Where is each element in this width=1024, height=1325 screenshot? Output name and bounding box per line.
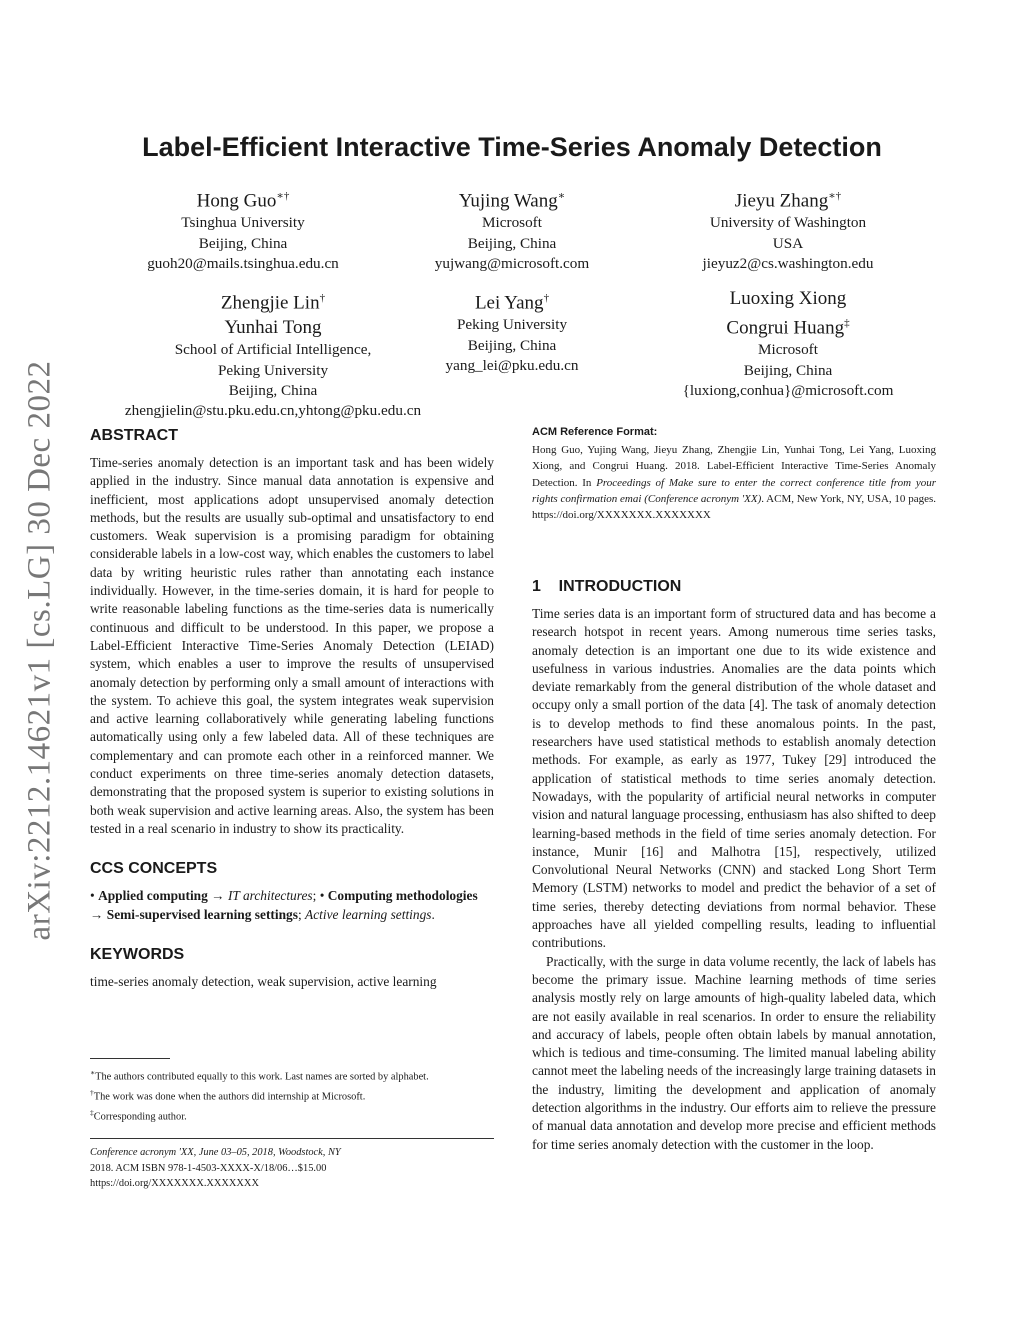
location: Beijing, China xyxy=(467,234,557,252)
keywords-text: time-series anomaly detection, weak supervision, active learning xyxy=(90,973,437,989)
introduction-heading: 1 INTRODUCTION xyxy=(532,578,682,595)
author-name: Jieyu Zhang∗† xyxy=(734,190,842,212)
email[interactable]: yujwang@microsoft.com xyxy=(434,254,590,272)
acm-reference-heading: ACM Reference Format: xyxy=(532,426,658,438)
left-column xyxy=(90,426,494,991)
ccs-text: • Applied computing → IT architectures; • Computing methodologies → Semi-supervised learning settings; Active learning settings. xyxy=(90,888,478,922)
affiliation: Peking University xyxy=(456,316,568,334)
footnote: ‡Corresponding author. xyxy=(90,1107,187,1123)
author-name: Yujing Wang∗ xyxy=(458,190,566,212)
conference-line: Conference acronym 'XX, June 03–05, 2018, Woodstock, NY xyxy=(90,1147,341,1158)
footnotes xyxy=(90,1058,494,1125)
author-name: Lei Yang† xyxy=(474,292,550,314)
location: Beijing, China xyxy=(228,381,318,399)
author-block-wang xyxy=(392,184,632,274)
author-name: Luoxing Xiong xyxy=(729,288,847,309)
author-block-yang xyxy=(412,286,612,376)
affiliation: University of Washington xyxy=(709,214,867,232)
introduction-paragraph: Time series data is an important form of structured data and has become a research hotspot in recent years. Among numerous time series tasks, anomaly detection is an important one due to its wide existence and usefulness in various industries. Anomalies are the data points which deviate remarkably from the general distribution of the whole dataset and occupy only a small portion of the data [4]. The task of anomaly detection is to develop methods to find these anomalous points. In the past, researchers have used statistical methods to establish anomaly detection methods. For example, as early as 1977, Tukey [29] introduced the application of statistical methods to time series anomaly detection. Nowadays, with the popularity of artificial neural networks in computer vision and natural language processing, enthusiasm has also shifted to deep learning-based methods in the field of time series anomaly detection. For instance, Munir [16] and Malhotra [15], respectively, utilized Convolutional Neural Networks (CNN) and stacked Long Short Term Memory (LSTM) networks to model and predict the behavior of a set of time series, thereby detecting deviations from normal behavior. These approaches have all yielded compelling results, leading to influential contributions. xyxy=(532,606,936,951)
ccs-heading: CCS CONCEPTS xyxy=(90,860,218,878)
email[interactable]: yang_lei@pku.edu.cn xyxy=(445,356,579,374)
paper-title: Label-Efficient Interactive Time-Series Anomaly Detection xyxy=(142,132,882,162)
acm-reference-text: Hong Guo, Yujing Wang, Jieyu Zhang, Zhengjie Lin, Yunhai Tong, Lei Yang, Luoxing Xiong, and Congrui Huang. 2018. Label-Efficient Interactive Time-Series Anomaly Detection. In Proceedings of Make sure to enter the correct conference title from your rights confirmation emai (Conference acronym 'XX). ACM, New York, NY, USA, 10 pages. https://doi.org/XXXXXXX.XXXXXXX xyxy=(532,444,936,522)
right-column xyxy=(532,426,936,523)
abstract-text: Time-series anomaly detection is an important task and has been widely applied in the industry. Since manual data annotation is expensive and inefficient, most applications adopt unsupervised anomaly detection methods, but the results are usually sub-optimal and unsatisfactory to end customers. Weak supervision is a promising paradigm for obtaining considerable labels in a low-cost way, which enables the customers to label data by writing heuristic rules rather than annotating each instance individually. However, in the time-series domain, it is hard for people to write reasonable labeling functions as the time-series data is numerically continuous and difficult to be understood. In this paper, we propose a Label-Efficient Interactive Time-Series Anomaly Detection (LEIAD) system, which enables a user to improve the results of unsupervised anomaly detection by performing only a small amount of interactions with the system. To achieve this goal, the system integrates weak supervision and active learning collaboratively while generating labeling functions automatically using only a few labeled data. All of these techniques are complementary and can promote each other in a reinforced manner. We conduct experiments on three time-series anomaly detection datasets, demonstrating that the proposed system is superior to existing solutions in both weak supervision and active learning areas. Also, the system has been tested in a real scenario in industry to show its practicality. xyxy=(90,455,494,836)
introduction-section xyxy=(532,577,936,1154)
affiliation: Microsoft xyxy=(482,214,542,232)
author-block-zhang xyxy=(668,184,908,274)
location: USA xyxy=(772,234,804,252)
affiliation: School of Artificial Intelligence, xyxy=(174,341,372,359)
email[interactable]: zhengjielin@stu.pku.edu.cn,yhtong@pku.edu.cn xyxy=(124,401,422,419)
author-block-guo xyxy=(118,184,368,274)
location: Beijing, China xyxy=(198,234,288,252)
email[interactable]: guoh20@mails.tsinghua.edu.cn xyxy=(147,254,339,272)
doi-line[interactable]: https://doi.org/XXXXXXX.XXXXXXX xyxy=(90,1178,259,1189)
email[interactable]: jieyuz2@cs.washington.edu xyxy=(702,254,874,272)
author-name: Congrui Huang‡ xyxy=(726,317,850,339)
author-name: Yunhai Tong xyxy=(224,317,322,339)
footnote-rule xyxy=(90,1058,170,1059)
introduction-paragraph: Practically, with the surge in data volume recently, the lack of labels has become the primary issue. Machine learning methods of time series analysis mostly rely on large amounts of high-quality labeled data, which are not easily available in real scenarios. In order to ensure the reliability and accuracy of labels, people often obtain labels by manual annotation, which is tedious and time-consuming. The limited manual labeling ability cannot meet the labeling needs of the increasingly large training datasets in the industry, limiting the development and application of anomaly detection algorithms in the industry. Our efforts aim to relieve the pressure of manual data annotation and develop more precise and efficient methods for time series anomaly detection with the customer in the loop. xyxy=(532,953,936,1152)
conference-rule xyxy=(90,1138,494,1139)
arxiv-stamp-text: arXiv:2212.14621v1 [cs.LG] 30 Dec 2022 xyxy=(21,360,58,940)
author-name: Zhengjie Lin† xyxy=(220,292,326,314)
conference-info xyxy=(90,1138,494,1192)
abstract-heading: ABSTRACT xyxy=(90,427,178,444)
affiliation: Tsinghua University xyxy=(181,214,305,232)
location: Beijing, China xyxy=(743,361,833,379)
affiliation: Peking University xyxy=(217,361,329,379)
author-block-xiong-huang xyxy=(658,286,918,401)
email[interactable]: {luxiong,conhua}@microsoft.com xyxy=(682,381,894,399)
isbn-line: 2018. ACM ISBN 978-1-4503-XXXX-X/18/06…$15.00 xyxy=(90,1162,327,1174)
keywords-heading: KEYWORDS xyxy=(90,945,185,963)
author-block-lin-tong xyxy=(98,286,448,421)
location: Beijing, China xyxy=(467,336,557,354)
footnote: †The work was done when the authors did internship at Microsoft. xyxy=(90,1087,366,1103)
affiliation: Microsoft xyxy=(758,341,818,359)
arxiv-stamp xyxy=(10,350,70,950)
author-name: Hong Guo∗† xyxy=(196,190,290,212)
footnote: ∗The authors contributed equally to this work. Last names are sorted by alphabet. xyxy=(90,1068,429,1083)
